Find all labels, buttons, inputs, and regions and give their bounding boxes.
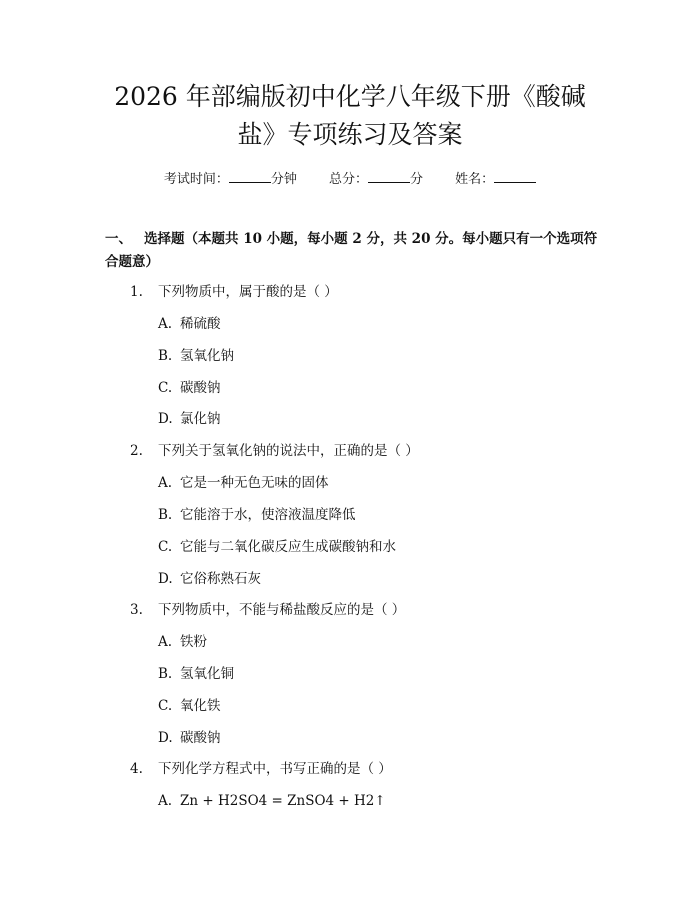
option-text: 稀硫酸 bbox=[180, 316, 221, 332]
page-title bbox=[80, 78, 620, 154]
q3-option-a[interactable] bbox=[158, 633, 207, 651]
q2-option-b[interactable] bbox=[158, 506, 356, 524]
q3-option-c[interactable] bbox=[158, 697, 221, 715]
option-letter: A. bbox=[158, 793, 173, 809]
section-heading bbox=[105, 228, 605, 274]
q1-option-a[interactable] bbox=[158, 315, 221, 333]
name-label: 姓名： bbox=[455, 172, 495, 187]
option-letter: C. bbox=[158, 698, 173, 714]
option-letter: B. bbox=[158, 348, 173, 364]
question-number: 2. bbox=[130, 443, 143, 459]
q3-option-d[interactable] bbox=[158, 729, 221, 747]
option-letter: A. bbox=[158, 634, 173, 650]
q2-option-a[interactable] bbox=[158, 474, 329, 492]
total-score-blank[interactable] bbox=[368, 170, 410, 183]
total-score-unit: 分 bbox=[410, 172, 424, 187]
option-text: 它能与二氧化碳反应生成碳酸钠和水 bbox=[180, 539, 396, 555]
option-letter: D. bbox=[158, 411, 173, 427]
question-number: 4. bbox=[130, 761, 143, 777]
exam-info bbox=[0, 168, 700, 187]
option-text: 氢氧化铜 bbox=[180, 666, 234, 682]
q2-option-c[interactable] bbox=[158, 538, 396, 556]
exam-time-field bbox=[164, 172, 301, 187]
question-number: 3. bbox=[130, 602, 143, 618]
total-score-field bbox=[329, 172, 427, 187]
option-text: 碳酸钠 bbox=[180, 380, 221, 396]
option-text: 它俗称熟石灰 bbox=[180, 571, 261, 587]
section-text: 选择题（本题共 10 小题，每小题 2 分，共 20 分。每小题只有一个选项符合题意） bbox=[105, 231, 598, 270]
option-letter: C. bbox=[158, 380, 173, 396]
question-1 bbox=[130, 283, 338, 301]
title-line-1: 2026 年部编版初中化学八年级下册《酸碱 bbox=[114, 82, 586, 111]
option-text: 它是一种无色无味的固体 bbox=[180, 475, 329, 491]
exam-time-label: 考试时间： bbox=[163, 172, 229, 187]
option-letter: A. bbox=[158, 475, 173, 491]
q1-option-d[interactable] bbox=[158, 410, 221, 428]
title-line-2: 盐》专项练习及答案 bbox=[237, 120, 463, 149]
option-text: 氢氧化钠 bbox=[180, 348, 234, 364]
q1-option-b[interactable] bbox=[158, 347, 234, 365]
exam-time-blank[interactable] bbox=[229, 170, 271, 183]
name-field bbox=[455, 172, 536, 187]
question-2 bbox=[130, 442, 419, 460]
question-stem: 下列化学方程式中，书写正确的是（ ） bbox=[158, 761, 392, 777]
option-text: 它能溶于水，使溶液温度降低 bbox=[180, 507, 356, 523]
option-letter: A. bbox=[158, 316, 173, 332]
q3-option-b[interactable] bbox=[158, 665, 234, 683]
section-number: 一、 bbox=[105, 231, 132, 247]
q2-option-d[interactable] bbox=[158, 570, 261, 588]
question-stem: 下列关于氢氧化钠的说法中，正确的是（ ） bbox=[158, 443, 419, 459]
q4-option-a[interactable] bbox=[158, 792, 386, 810]
q1-option-c[interactable] bbox=[158, 379, 221, 397]
option-letter: D. bbox=[158, 730, 173, 746]
option-text: 铁粉 bbox=[180, 634, 207, 650]
question-number: 1. bbox=[130, 284, 143, 300]
question-stem: 下列物质中，属于酸的是（ ） bbox=[158, 284, 338, 300]
option-letter: B. bbox=[158, 507, 173, 523]
option-text: Zn + H2SO4 = ZnSO4 + H2↑ bbox=[180, 793, 386, 809]
question-stem: 下列物质中，不能与稀盐酸反应的是（ ） bbox=[158, 602, 406, 618]
option-text: 氯化钠 bbox=[180, 411, 221, 427]
option-letter: B. bbox=[158, 666, 173, 682]
question-4 bbox=[130, 760, 392, 778]
name-blank[interactable] bbox=[494, 170, 536, 183]
question-3 bbox=[130, 601, 405, 619]
exam-time-unit: 分钟 bbox=[270, 172, 297, 187]
total-score-label: 总分： bbox=[328, 172, 368, 187]
option-letter: C. bbox=[158, 539, 173, 555]
option-text: 氧化铁 bbox=[180, 698, 221, 714]
option-letter: D. bbox=[158, 571, 173, 587]
option-text: 碳酸钠 bbox=[180, 730, 221, 746]
